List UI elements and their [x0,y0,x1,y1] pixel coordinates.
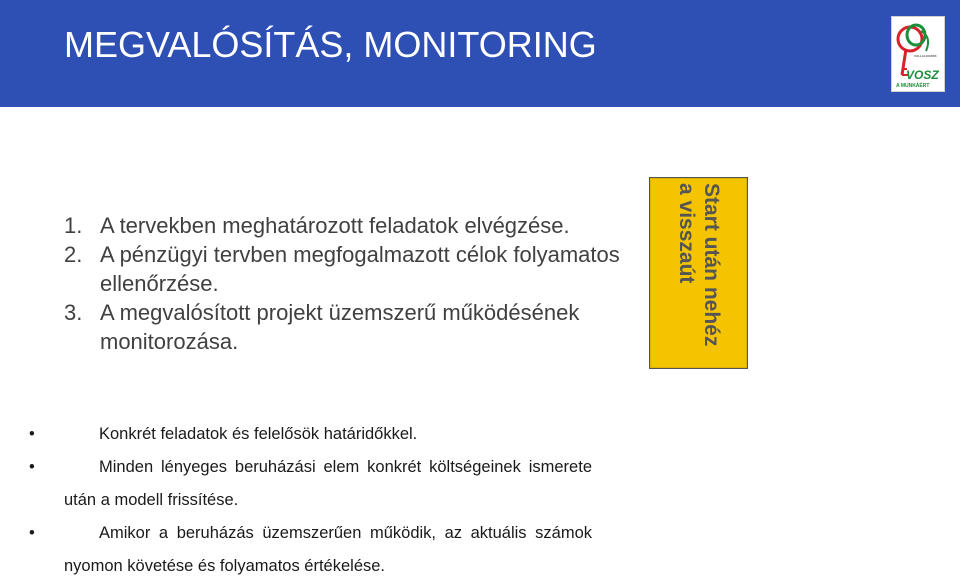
page-title: MEGVALÓSÍTÁS, MONITORING [64,24,597,65]
item-text: A pénzügyi tervben megfogalmazott célok folyamatos ellenőrzése. [100,242,620,296]
item-number: 1. [64,213,83,238]
title-bar [0,0,960,107]
callout-box [649,177,748,369]
logo-small-text: VÁLLALKOZÓK [914,54,937,58]
logo-vosz-text: VOSZ [906,68,939,82]
item-number: 2. [64,242,83,267]
bullet-item: • Amikor a beruházás üzemszerűen működik, az aktuális számok nyomon követése és folyamatos értékelése. [64,517,592,583]
numbered-list [64,211,624,356]
vosz-logo [891,16,945,92]
bullet-item: • Konkrét feladatok és felelősök határidőkkel. [64,418,592,451]
item-number: 3. [64,300,83,325]
list-item [64,240,624,298]
list-item [64,211,624,240]
item-text: A tervekben meghatározott feladatok elvégzése. [100,213,570,238]
item-text: A megvalósított projekt üzemszerű működésének monitorozása. [100,300,580,354]
bullet-list [64,418,592,583]
bullet-item: • Minden lényeges beruházási elem konkrét költségeinek ismerete után a modell frissítése. [64,451,592,517]
list-item [64,298,624,356]
callout-text: Start után nehéz a visszaút [674,183,723,347]
logo-tagline: A MUNKÁÉRT [896,83,930,89]
